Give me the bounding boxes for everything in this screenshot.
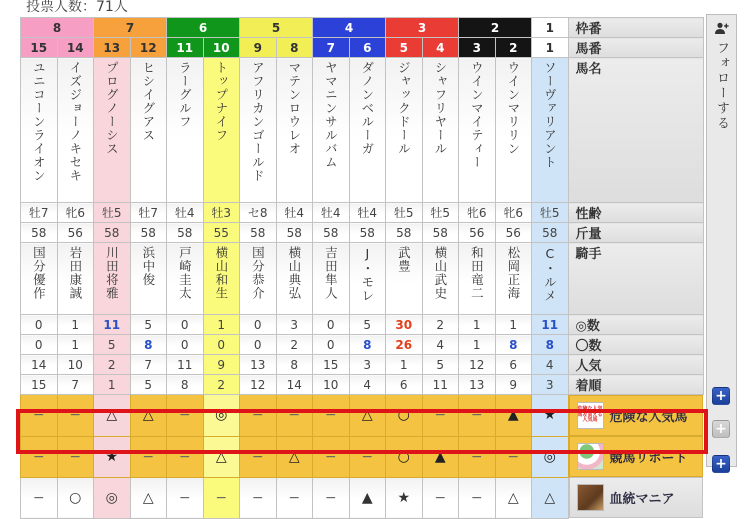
expert-mark-cell: − — [21, 436, 58, 477]
expert-row-2 — [21, 477, 704, 518]
horse-name-cell: ヤマニンサルバム — [313, 58, 350, 203]
expert-mark-cell: △ — [130, 477, 167, 518]
horse-number-cell: 1 — [532, 38, 569, 58]
second-count-cell: 5 — [94, 335, 131, 355]
horse-number-cell: 11 — [167, 38, 204, 58]
popularity-cell: 9 — [203, 355, 240, 375]
popularity-cell: 4 — [532, 355, 569, 375]
first-count-cell: 5 — [349, 315, 386, 335]
jockey-row-label: 騎手 — [568, 243, 703, 315]
jockey-cell: 横山和生 — [203, 243, 240, 315]
result-cell: 1 — [94, 375, 131, 395]
second-count-cell: 8 — [349, 335, 386, 355]
second-count-cell: 1 — [459, 335, 496, 355]
frame-cell: 4 — [313, 18, 386, 38]
first-count-cell: 1 — [459, 315, 496, 335]
weight-cell: 58 — [386, 223, 423, 243]
sex-age-cell: 牡7 — [130, 203, 167, 223]
second-count-row — [21, 335, 704, 355]
frame-row-label: 枠番 — [568, 18, 703, 38]
second-count-cell: 1 — [57, 335, 94, 355]
expert-mark-cell: ▲ — [422, 436, 459, 477]
first-count-row — [21, 315, 704, 335]
vote-count-title: 投票人数：71人 — [26, 0, 128, 15]
expert-mark-cell: − — [459, 395, 496, 437]
expert-mark-cell: − — [21, 477, 58, 518]
weight-cell: 58 — [130, 223, 167, 243]
weight-cell: 58 — [313, 223, 350, 243]
weight-cell: 58 — [276, 223, 313, 243]
weight-cell: 56 — [459, 223, 496, 243]
second-count-cell: 0 — [240, 335, 277, 355]
second-count-cell: 26 — [386, 335, 423, 355]
weight-cell: 58 — [532, 223, 569, 243]
result-cell: 14 — [276, 375, 313, 395]
expert-mark-cell: − — [167, 436, 204, 477]
jockey-cell: 松岡正海 — [495, 243, 532, 315]
sex-age-cell: 牡7 — [21, 203, 58, 223]
expert-name: 危険な人気馬 — [609, 410, 688, 425]
frame-cell: 3 — [386, 18, 459, 38]
sex-age-cell: 牝6 — [495, 203, 532, 223]
first-count-cell: 2 — [422, 315, 459, 335]
expert-mark-cell: − — [422, 477, 459, 518]
expert-mark-cell: △ — [203, 436, 240, 477]
expert-mark-cell: △ — [130, 395, 167, 437]
popularity-cell: 7 — [130, 355, 167, 375]
first-count-cell: 3 — [276, 315, 313, 335]
horse-number-cell: 10 — [203, 38, 240, 58]
sex-age-cell: 牡4 — [349, 203, 386, 223]
expert-mark-cell: ★ — [94, 436, 131, 477]
result-row — [21, 375, 704, 395]
sex-age-cell: 牡5 — [94, 203, 131, 223]
jockey-cell: 吉田隼人 — [313, 243, 350, 315]
result-cell: 9 — [495, 375, 532, 395]
popularity-cell: 14 — [21, 355, 58, 375]
result-cell: 15 — [21, 375, 58, 395]
jockey-cell: 戸崎圭太 — [167, 243, 204, 315]
horse-name-cell: トップナイフ — [203, 58, 240, 203]
expert-name: 競馬リポート — [609, 451, 688, 466]
horse-number-cell: 9 — [240, 38, 277, 58]
horse-number-cell: 15 — [21, 38, 58, 58]
horse-name-cell: ウインマイティー — [459, 58, 496, 203]
popularity-cell: 12 — [459, 355, 496, 375]
popularity-cell: 8 — [276, 355, 313, 375]
follow-expert-plus-button-1[interactable]: + — [712, 420, 730, 438]
result-row-label: 着順 — [568, 375, 703, 395]
result-cell: 3 — [532, 375, 569, 395]
frame-cell: 2 — [459, 18, 532, 38]
horse-name-cell: ウインマリリン — [495, 58, 532, 203]
result-cell: 11 — [422, 375, 459, 395]
second-count-cell: 8 — [130, 335, 167, 355]
expert-avatar-chara — [577, 443, 604, 470]
popularity-cell: 3 — [349, 355, 386, 375]
expert-mark-cell: ★ — [386, 477, 423, 518]
horse-number-cell: 4 — [422, 38, 459, 58]
second-count-cell: 0 — [21, 335, 58, 355]
weight-cell: 58 — [94, 223, 131, 243]
first-count-cell: 5 — [130, 315, 167, 335]
popularity-row — [21, 355, 704, 375]
expert-mark-cell: ◎ — [94, 477, 131, 518]
frame-cell: 7 — [94, 18, 167, 38]
first-count-cell: 0 — [313, 315, 350, 335]
jockey-cell: C・ルメ — [532, 243, 569, 315]
second-count-cell: 0 — [203, 335, 240, 355]
second-count-cell: 8 — [495, 335, 532, 355]
follow-button[interactable] — [707, 15, 736, 131]
result-cell: 13 — [459, 375, 496, 395]
result-cell: 5 — [130, 375, 167, 395]
jockey-cell: 横山典弘 — [276, 243, 313, 315]
sex-age-cell: 牡4 — [167, 203, 204, 223]
first-count-cell: 11 — [532, 315, 569, 335]
first-count-cell: 0 — [167, 315, 204, 335]
expert-mark-cell: − — [276, 395, 313, 437]
expert-mark-cell: − — [240, 395, 277, 437]
expert-mark-cell: − — [349, 436, 386, 477]
horse-number-cell: 5 — [386, 38, 423, 58]
result-cell: 6 — [386, 375, 423, 395]
expert-avatar-badge: 危険な人気馬＆買える人気馬 — [577, 402, 604, 429]
popularity-cell: 10 — [57, 355, 94, 375]
expert-mark-cell: △ — [349, 395, 386, 437]
frame-cell: 1 — [532, 18, 569, 38]
expert-label-1[interactable] — [569, 436, 704, 477]
jockey-cell: 横山武史 — [422, 243, 459, 315]
expert-mark-cell: △ — [532, 477, 569, 518]
horse-name-cell: シャフリヤール — [422, 58, 459, 203]
jockey-cell: 武豊 — [386, 243, 423, 315]
second-count-cell: 4 — [422, 335, 459, 355]
popularity-row-label: 人気 — [568, 355, 703, 375]
sex-age-row-label: 性齢 — [568, 203, 703, 223]
sex-age-cell: 牡5 — [386, 203, 423, 223]
weight-cell: 58 — [21, 223, 58, 243]
follow-expert-plus-button-2[interactable]: + — [712, 455, 730, 473]
weight-row — [21, 223, 704, 243]
popularity-cell: 1 — [386, 355, 423, 375]
expert-mark-cell: − — [313, 395, 350, 437]
popularity-cell: 5 — [422, 355, 459, 375]
expert-label-2[interactable] — [569, 477, 704, 518]
jockey-cell: 国分優作 — [21, 243, 58, 315]
expert-mark-cell: ▲ — [349, 477, 386, 518]
result-cell: 8 — [167, 375, 204, 395]
horse-name-cell: ラーグルフ — [167, 58, 204, 203]
expert-avatar-horse — [577, 484, 604, 511]
expert-mark-cell: − — [57, 436, 94, 477]
expert-name: 血統マニア — [609, 492, 675, 507]
weight-cell: 56 — [57, 223, 94, 243]
first-count-cell: 11 — [94, 315, 131, 335]
horse-name-cell: イズジョーノキセキ — [57, 58, 94, 203]
horse-number-row — [21, 38, 704, 58]
result-cell: 7 — [57, 375, 94, 395]
second-count-cell: 0 — [167, 335, 204, 355]
expert-mark-cell: ★ — [532, 395, 569, 437]
result-cell: 2 — [203, 375, 240, 395]
expert-mark-cell: − — [422, 395, 459, 437]
expert-row-1 — [21, 436, 704, 477]
first-count-cell: 1 — [495, 315, 532, 335]
expert-mark-cell: − — [495, 436, 532, 477]
first-count-cell: 1 — [203, 315, 240, 335]
frame-row — [21, 18, 704, 38]
number-row-label: 馬番 — [568, 38, 703, 58]
expert-mark-cell: − — [203, 477, 240, 518]
frame-cell: 8 — [21, 18, 94, 38]
sex-age-cell: 牡5 — [422, 203, 459, 223]
expert-mark-cell: ▲ — [495, 395, 532, 437]
sex-age-cell: セ8 — [240, 203, 277, 223]
expert-label-0[interactable] — [569, 395, 704, 436]
jockey-cell: 川田将雅 — [94, 243, 131, 315]
sex-age-cell: 牝6 — [459, 203, 496, 223]
expert-mark-cell: − — [240, 436, 277, 477]
expert-mark-cell: − — [276, 477, 313, 518]
jockey-cell: 浜中俊 — [130, 243, 167, 315]
sex-age-cell: 牡5 — [532, 203, 569, 223]
expert-mark-cell: − — [167, 477, 204, 518]
first-count-row-label: ◎数 — [568, 315, 703, 335]
first-count-cell: 30 — [386, 315, 423, 335]
weight-cell: 58 — [167, 223, 204, 243]
second-count-row-label: 〇数 — [568, 335, 703, 355]
expert-mark-cell: − — [21, 395, 58, 437]
horse-number-cell: 6 — [349, 38, 386, 58]
horse-number-cell: 2 — [495, 38, 532, 58]
expert-mark-cell: △ — [94, 395, 131, 437]
horse-number-cell: 7 — [313, 38, 350, 58]
prediction-table-wrap — [20, 17, 704, 519]
popularity-cell: 13 — [240, 355, 277, 375]
second-count-cell: 2 — [276, 335, 313, 355]
horse-name-cell: ヒシイグアス — [130, 58, 167, 203]
expert-mark-cell: − — [130, 436, 167, 477]
jockey-row — [21, 243, 704, 315]
horse-name-cell: マテンロウレオ — [276, 58, 313, 203]
sex-age-cell: 牝6 — [57, 203, 94, 223]
weight-cell: 58 — [349, 223, 386, 243]
weight-cell: 56 — [495, 223, 532, 243]
horse-number-cell: 3 — [459, 38, 496, 58]
jockey-cell: J・モレ — [349, 243, 386, 315]
expert-mark-cell: △ — [276, 436, 313, 477]
horse-number-cell: 13 — [94, 38, 131, 58]
second-count-cell: 8 — [532, 335, 569, 355]
second-count-cell: 0 — [313, 335, 350, 355]
weight-cell: 55 — [203, 223, 240, 243]
expert-mark-cell: △ — [495, 477, 532, 518]
expert-mark-cell: ○ — [386, 436, 423, 477]
expert-mark-cell: ◎ — [203, 395, 240, 437]
expert-mark-cell: − — [459, 477, 496, 518]
expert-mark-cell: ○ — [386, 395, 423, 437]
jockey-cell: 国分恭介 — [240, 243, 277, 315]
expert-row-0 — [21, 395, 704, 437]
horse-number-cell: 12 — [130, 38, 167, 58]
first-count-cell: 1 — [57, 315, 94, 335]
horse-name-cell: ダノンベルーガ — [349, 58, 386, 203]
sex-age-row — [21, 203, 704, 223]
horse-name-row — [21, 58, 704, 203]
horse-name-cell: ジャックドール — [386, 58, 423, 203]
popularity-cell: 6 — [495, 355, 532, 375]
horse-name-cell: プログノーシス — [94, 58, 131, 203]
popularity-cell: 15 — [313, 355, 350, 375]
expert-mark-cell: − — [459, 436, 496, 477]
sex-age-cell: 牡3 — [203, 203, 240, 223]
horse-name-cell: ユニコーンライオン — [21, 58, 58, 203]
add-user-icon — [714, 20, 729, 39]
horse-name-cell: ソーヴァリアント — [532, 58, 569, 203]
frame-cell: 6 — [167, 18, 240, 38]
expert-mark-cell: − — [57, 395, 94, 437]
horse-number-cell: 14 — [57, 38, 94, 58]
result-cell: 12 — [240, 375, 277, 395]
expert-mark-cell: − — [313, 436, 350, 477]
weight-cell: 58 — [422, 223, 459, 243]
popularity-cell: 2 — [94, 355, 131, 375]
expert-mark-cell: ○ — [57, 477, 94, 518]
follow-expert-plus-button-0[interactable]: + — [712, 387, 730, 405]
horse-name-cell: アフリカンゴールド — [240, 58, 277, 203]
result-cell: 10 — [313, 375, 350, 395]
prediction-table — [20, 17, 704, 519]
expert-mark-cell: − — [313, 477, 350, 518]
frame-cell: 5 — [240, 18, 313, 38]
first-count-cell: 0 — [240, 315, 277, 335]
expert-mark-cell: − — [167, 395, 204, 437]
jockey-cell: 岩田康誠 — [57, 243, 94, 315]
first-count-cell: 0 — [21, 315, 58, 335]
follow-button-label: フォローする — [714, 41, 729, 131]
result-cell: 4 — [349, 375, 386, 395]
expert-mark-cell: − — [240, 477, 277, 518]
popularity-cell: 11 — [167, 355, 204, 375]
weight-cell: 58 — [240, 223, 277, 243]
sex-age-cell: 牡4 — [276, 203, 313, 223]
sex-age-cell: 牡4 — [313, 203, 350, 223]
jockey-cell: 和田竜二 — [459, 243, 496, 315]
horse-number-cell: 8 — [276, 38, 313, 58]
expert-mark-cell: ◎ — [532, 436, 569, 477]
name-row-label: 馬名 — [568, 58, 703, 203]
weight-row-label: 斤量 — [568, 223, 703, 243]
